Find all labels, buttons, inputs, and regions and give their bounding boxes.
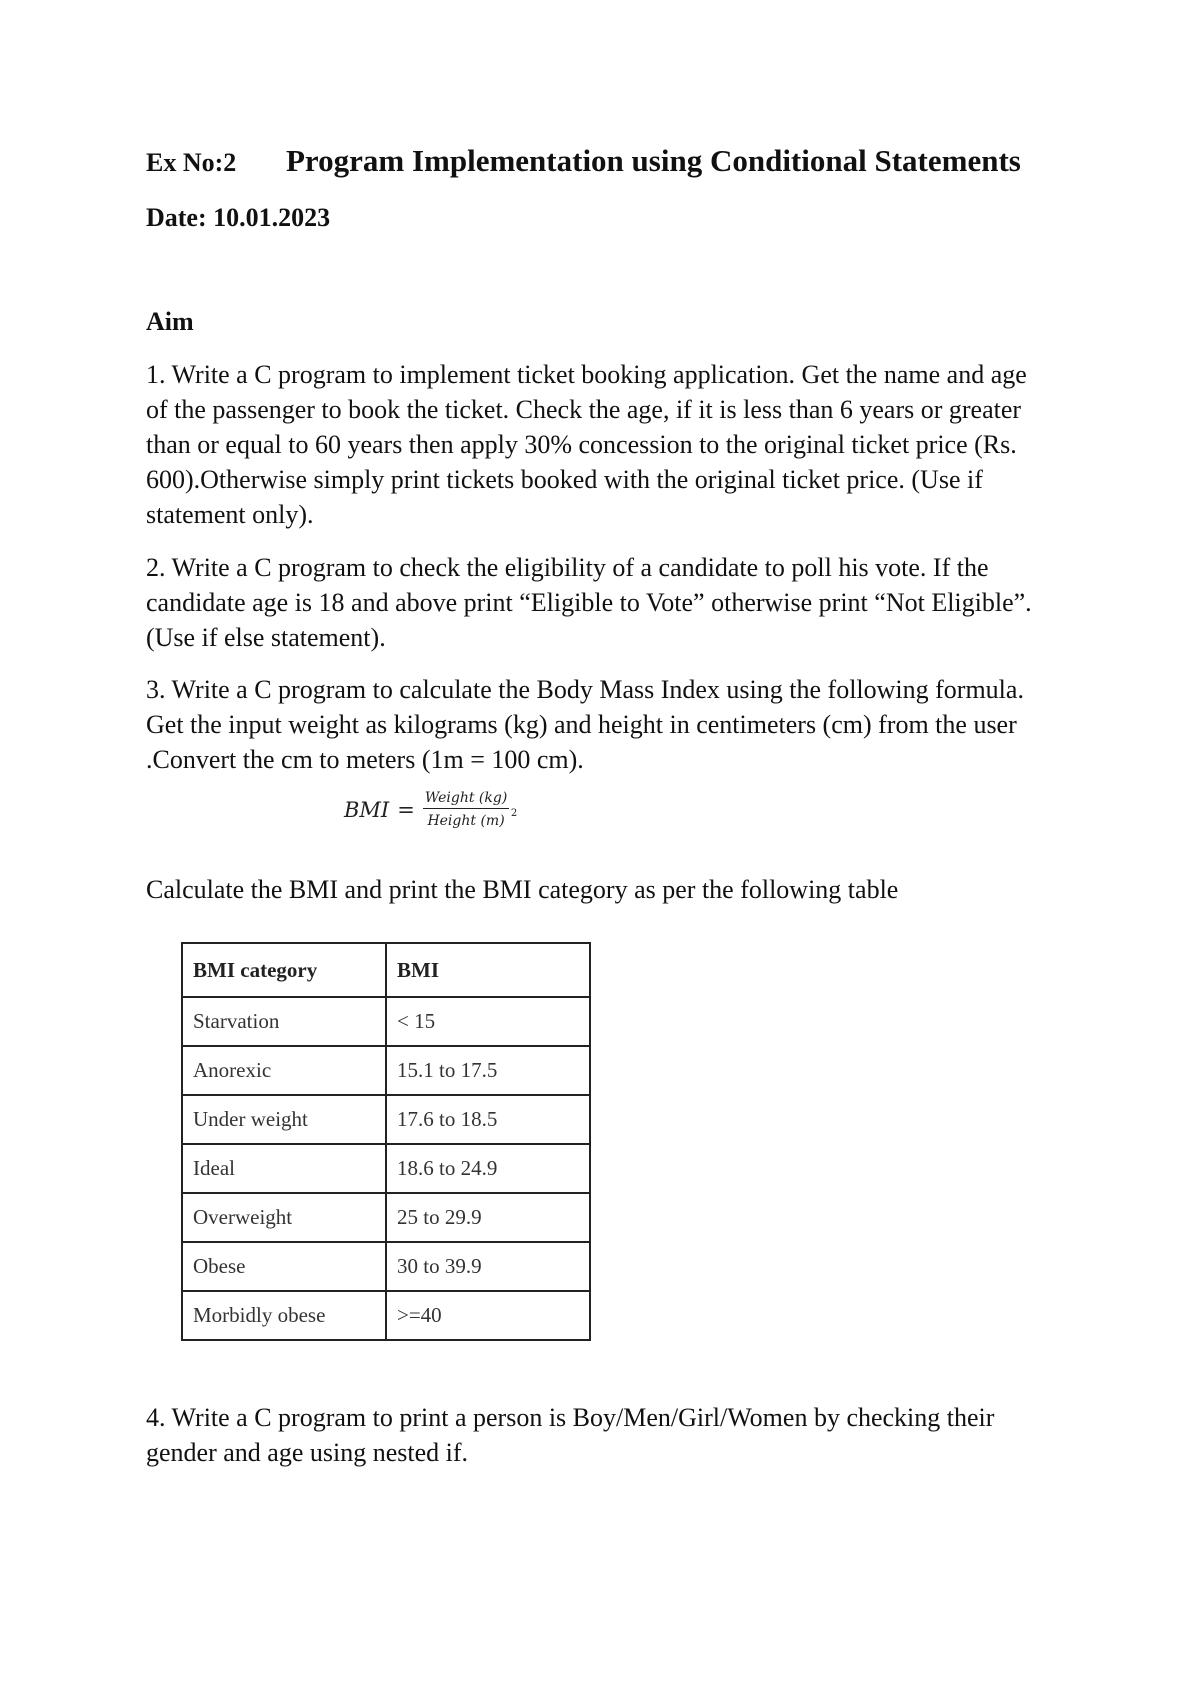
formula-exponent: 2 bbox=[510, 808, 518, 819]
table-row bbox=[182, 1046, 590, 1095]
bmi-formula bbox=[344, 790, 518, 829]
table-cell-category: Morbidly obese bbox=[182, 1291, 386, 1340]
table-row bbox=[182, 1193, 590, 1242]
page-title: Program Implementation using Conditional Statements bbox=[286, 143, 1021, 178]
table-cell-category: Obese bbox=[182, 1242, 386, 1291]
table-cell-bmi: 15.1 to 17.5 bbox=[386, 1046, 590, 1095]
table-cell-category: Anorexic bbox=[182, 1046, 386, 1095]
table-cell-bmi: 18.6 to 24.9 bbox=[386, 1144, 590, 1193]
table-header-bmi: BMI bbox=[386, 943, 590, 997]
exercise-number: Ex No:2 bbox=[146, 148, 237, 177]
bmi-category-table bbox=[181, 942, 591, 1341]
table-cell-category: Ideal bbox=[182, 1144, 386, 1193]
table-row bbox=[182, 1144, 590, 1193]
formula-equals: = bbox=[397, 797, 415, 822]
formula-numerator: Weight (kg) bbox=[423, 790, 509, 809]
table-cell-bmi: 30 to 39.9 bbox=[386, 1242, 590, 1291]
table-cell-bmi: 25 to 29.9 bbox=[386, 1193, 590, 1242]
calc-instruction: Calculate the BMI and print the BMI category as per the following table bbox=[146, 875, 899, 904]
formula-denominator: Height (m) bbox=[427, 813, 505, 829]
table-header-category: BMI category bbox=[182, 943, 386, 997]
table-cell-category: Overweight bbox=[182, 1193, 386, 1242]
formula-lhs: BMI bbox=[344, 797, 390, 822]
table-cell-category: Under weight bbox=[182, 1095, 386, 1144]
question-3: 3. Write a C program to calculate the Body Mass Index using the following formula. Get the input weight as kilograms (kg) and height in centimeters (cm) from the user .Convert the cm to meters (1m = 100 cm). bbox=[146, 675, 1024, 774]
table-cell-bmi: >=40 bbox=[386, 1291, 590, 1340]
question-4: 4. Write a C program to print a person is Boy/Men/Girl/Women by checking their gender and age using nested if. bbox=[146, 1403, 995, 1467]
header-line bbox=[146, 143, 1021, 179]
question-2: 2. Write a C program to check the eligibility of a candidate to poll his vote. If the candidate age is 18 and above print “Eligible to Vote” otherwise print “Not Eligible”. (Use if else statement). bbox=[146, 553, 1032, 652]
table-cell-category: Starvation bbox=[182, 997, 386, 1046]
aim-heading: Aim bbox=[146, 307, 194, 336]
table-row bbox=[182, 1095, 590, 1144]
question-1: 1. Write a C program to implement ticket booking application. Get the name and age of the passenger to book the ticket. Check the age, if it is less than 6 years or greater than or equal to 60 years then apply 30% concession to the original ticket price (Rs. 600).Otherwise simply print tickets booked with the original ticket price. (Use if statement only). bbox=[146, 360, 1027, 529]
formula-fraction bbox=[423, 790, 518, 829]
table-header-row bbox=[182, 943, 590, 997]
table-cell-bmi: 17.6 to 18.5 bbox=[386, 1095, 590, 1144]
table-row bbox=[182, 1242, 590, 1291]
table-row bbox=[182, 1291, 590, 1340]
table-cell-bmi: < 15 bbox=[386, 997, 590, 1046]
table-row bbox=[182, 997, 590, 1046]
date-line: Date: 10.01.2023 bbox=[146, 203, 331, 232]
